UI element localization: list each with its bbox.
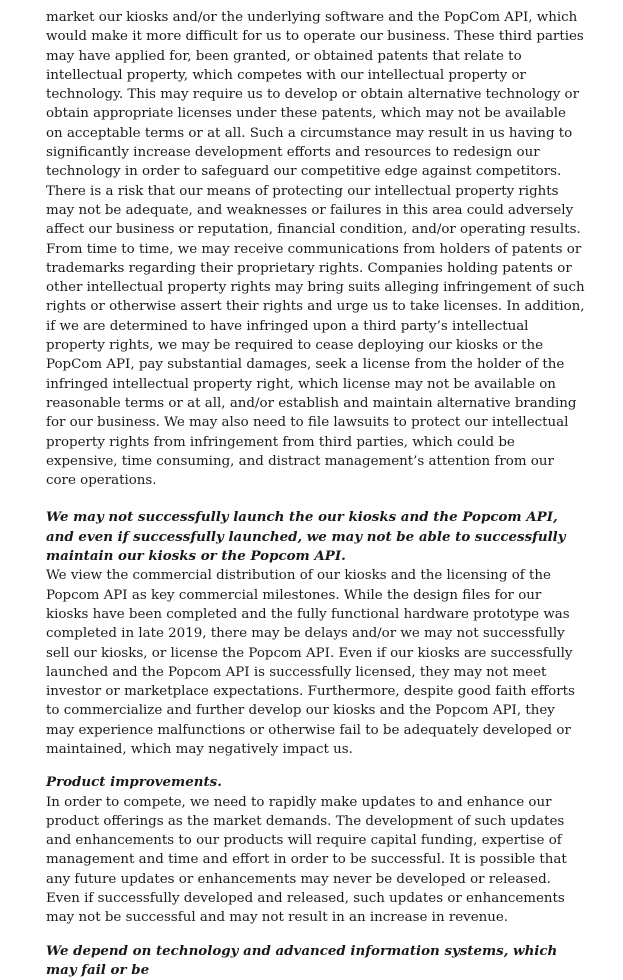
product-improvements-heading: Product improvements.: [46, 774, 222, 791]
ip-risk-paragraph: market our kiosks and/or the underlying software and the PopCom API, which would make it more difficult for us to operate our business. These third parties may have applied for, been granted, or obtained patents that relate to intellectual property, which competes with our intellectual property or technology. This may require us to develop or obtain alternative technology or obtain appropriate licenses under these patents, which may not be available on acceptable terms or at all. Such a circumstance may result in us having to significantly increase development efforts and resources to redesign our technology in order to safeguard our competitive edge against competitors. There is a risk that our means of protecting our intellectual property rights may not be adequate, and weaknesses or failures in this area could adversely affect our business or reputation, financial condition, and/or operating results. From time to time, we may receive communications from holders of patents or trademarks regarding their proprietary rights. Companies holding patents or other intellectual property rights may bring suits alleging infringement of such rights or otherwise assert their rights and urge us to take licenses. In addition, if we are determined to have infringed upon a third party’s intellectual property rights, we may be required to cease deploying our kiosks or the PopCom API, pay substantial damages, seek a license from the holder of the infringed intellectual property right, which license may not be available on reasonable terms or at all, and/or establish and maintain alternative branding for our business. We may also need to file lawsuits to protect our intellectual property rights from infringement from third parties, which could be expensive, time consuming, and distract management’s attention from our core operations.: [46, 10, 585, 489]
document-page: [46, 8, 586, 980]
product-improvements-paragraph: In order to compete, we need to rapidly make updates to and enhance our product offerings as the market demands. The development of such updates and enhancements to our products will require capital funding, expertise of management and time and effort in order to be successful. It is possible that any future updates or enhancements may never be developed or released. Even if successfully developed and released, such updates or enhancements may not be successful and may not result in an increase in revenue.: [46, 794, 567, 926]
launch-risk-heading: We may not successfully launch the our kiosks and the Popcom API, and even if successfully launched, we may not be able to successfully maintain our kiosks or the Popcom API.: [46, 509, 566, 565]
launch-risk-paragraph: We view the commercial distribution of our kiosks and the licensing of the Popcom API as key commercial milestones. While the design files for our kiosks have been completed and the fully functional hardware prototype was completed in late 2019, there may be delays and/or we may not successfully sell our kiosks, or license the Popcom API. Even if our kiosks are successfully launched and the Popcom API is successfully licensed, they may not meet investor or marketplace expectations. Furthermore, despite good faith efforts to commercialize and further develop our kiosks and the Popcom API, they may experience malfunctions or otherwise fail to be adequately developed or maintained, which may negatively impact us.: [46, 568, 575, 757]
technology-risk-heading: We depend on technology and advanced information systems, which may fail or be: [46, 942, 558, 978]
